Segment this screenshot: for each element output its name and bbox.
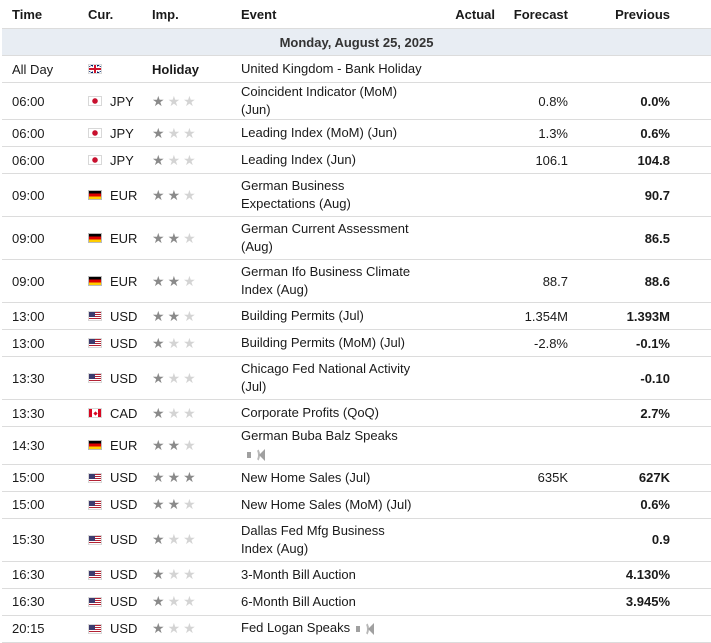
- star-filled-icon: ★: [152, 566, 165, 583]
- star-empty-icon: ★: [183, 229, 196, 246]
- speaker-icon: [356, 620, 374, 638]
- event-currency-cell: [88, 174, 152, 217]
- star-filled-icon: ★: [167, 229, 181, 246]
- importance-stars: [152, 231, 196, 245]
- currency-code: EUR: [110, 230, 138, 246]
- event-currency-cell: [88, 427, 152, 465]
- star-filled-icon: ★: [167, 496, 181, 513]
- event-previous: 0.6%: [569, 120, 711, 147]
- header-currency[interactable]: Cur.: [88, 0, 152, 29]
- event-forecast: [499, 427, 569, 465]
- event-name-cell[interactable]: [241, 561, 426, 588]
- header-actual[interactable]: Actual: [426, 0, 499, 29]
- event-forecast: [499, 174, 569, 217]
- currency-code: JPY: [110, 125, 134, 141]
- event-name[interactable]: Building Permits (MoM) (Jul): [241, 335, 405, 350]
- star-filled-icon: ★: [152, 620, 165, 637]
- importance-cell: [152, 303, 241, 330]
- importance-stars: [152, 594, 196, 608]
- importance-cell: [152, 120, 241, 147]
- event-time: 09:00: [2, 217, 88, 260]
- event-previous: 0.6%: [569, 491, 711, 518]
- event-row[interactable]: [2, 120, 711, 147]
- star-empty-icon: ★: [167, 593, 181, 610]
- speaker-icon: [247, 446, 265, 464]
- star-empty-icon: ★: [183, 151, 196, 168]
- importance-cell: [152, 83, 241, 120]
- importance-stars: [152, 532, 196, 546]
- event-name-cell[interactable]: [241, 400, 426, 427]
- header-previous[interactable]: Previous: [569, 0, 711, 29]
- currency-code: EUR: [110, 187, 138, 203]
- holiday-event[interactable]: United Kingdom - Bank Holiday: [241, 56, 711, 83]
- de-flag-icon: [88, 440, 102, 450]
- de-flag-icon: [88, 276, 102, 286]
- star-empty-icon: ★: [183, 92, 196, 109]
- importance-stars: [152, 309, 196, 323]
- star-filled-icon: ★: [167, 469, 181, 486]
- event-forecast: [499, 561, 569, 588]
- event-actual: [426, 357, 499, 400]
- event-actual: [426, 174, 499, 217]
- star-filled-icon: ★: [152, 369, 165, 386]
- event-row[interactable]: [2, 260, 711, 303]
- header-row: [2, 0, 711, 29]
- star-empty-icon: ★: [167, 124, 181, 141]
- holiday-label: Holiday: [152, 56, 241, 83]
- event-actual: [426, 561, 499, 588]
- star-filled-icon: ★: [152, 92, 165, 109]
- event-forecast: 88.7: [499, 260, 569, 303]
- currency-code: USD: [110, 532, 138, 548]
- event-actual: [426, 518, 499, 561]
- event-currency-cell: [88, 357, 152, 400]
- importance-cell: [152, 615, 241, 642]
- star-empty-icon: ★: [183, 272, 196, 289]
- event-row[interactable]: [2, 174, 711, 217]
- event-forecast: [499, 615, 569, 642]
- event-name[interactable]: Building Permits (Jul): [241, 308, 364, 323]
- jp-flag-icon: [88, 128, 102, 138]
- star-empty-icon: ★: [183, 496, 196, 513]
- event-currency-cell: [88, 260, 152, 303]
- event-actual: [426, 588, 499, 615]
- event-currency-cell: [88, 147, 152, 174]
- us-flag-icon: [88, 500, 102, 510]
- event-time: 15:00: [2, 491, 88, 518]
- event-previous: 1.393M: [569, 303, 711, 330]
- star-filled-icon: ★: [167, 272, 181, 289]
- jp-flag-icon: [88, 96, 102, 106]
- event-forecast: [499, 357, 569, 400]
- star-empty-icon: ★: [167, 620, 181, 637]
- event-name-cell[interactable]: [241, 491, 426, 518]
- event-row[interactable]: [2, 400, 711, 427]
- date-row: [2, 29, 711, 56]
- event-name[interactable]: Fed Logan Speaks: [241, 620, 351, 636]
- table-header: [2, 0, 711, 29]
- us-flag-icon: [88, 338, 102, 348]
- event-currency-cell: [88, 83, 152, 120]
- star-filled-icon: ★: [183, 469, 196, 486]
- event-time: 13:30: [2, 357, 88, 400]
- event-forecast: 1.3%: [499, 120, 569, 147]
- event-time: 13:00: [2, 303, 88, 330]
- event-row[interactable]: [2, 518, 711, 561]
- star-filled-icon: ★: [152, 307, 165, 324]
- event-row[interactable]: [2, 464, 711, 491]
- star-empty-icon: ★: [183, 531, 196, 548]
- event-time: 14:30: [2, 427, 88, 465]
- event-previous: 4.130%: [569, 561, 711, 588]
- event-previous: -0.1%: [569, 330, 711, 357]
- us-flag-icon: [88, 624, 102, 634]
- event-forecast: 1.354M: [499, 303, 569, 330]
- star-filled-icon: ★: [152, 334, 165, 351]
- star-empty-icon: ★: [183, 369, 196, 386]
- event-time: 06:00: [2, 83, 88, 120]
- event-previous: 2.7%: [569, 400, 711, 427]
- event-row[interactable]: [2, 491, 711, 518]
- event-name-cell[interactable]: [241, 518, 426, 561]
- event-previous: 3.945%: [569, 588, 711, 615]
- importance-cell: [152, 400, 241, 427]
- star-empty-icon: ★: [167, 334, 181, 351]
- event-currency-cell: [88, 518, 152, 561]
- event-forecast: [499, 491, 569, 518]
- star-empty-icon: ★: [167, 531, 181, 548]
- star-filled-icon: ★: [152, 404, 165, 421]
- event-previous: [569, 615, 711, 642]
- importance-cell: [152, 561, 241, 588]
- event-previous: 627K: [569, 464, 711, 491]
- event-previous: 88.6: [569, 260, 711, 303]
- table-body: [2, 29, 711, 643]
- event-name[interactable]: German Ifo Business Climate Index (Aug): [241, 264, 411, 297]
- event-row[interactable]: [2, 83, 711, 120]
- event-currency-cell: [88, 217, 152, 260]
- currency-code: USD: [110, 370, 138, 386]
- event-name[interactable]: Chicago Fed National Activity (Jul): [241, 361, 411, 394]
- event-currency-cell: [88, 561, 152, 588]
- event-name-cell[interactable]: [241, 174, 426, 217]
- us-flag-icon: [88, 597, 102, 607]
- event-row[interactable]: [2, 561, 711, 588]
- importance-stars: [152, 126, 196, 140]
- event-name[interactable]: German Buba Balz Speaks: [241, 428, 398, 443]
- event-forecast: [499, 217, 569, 260]
- event-time: 20:15: [2, 615, 88, 642]
- event-currency-cell: [88, 303, 152, 330]
- event-row[interactable]: [2, 357, 711, 400]
- event-time: 16:30: [2, 561, 88, 588]
- de-flag-icon: [88, 190, 102, 200]
- currency-code: EUR: [110, 273, 138, 289]
- currency-code: USD: [110, 497, 138, 513]
- event-name[interactable]: Leading Index (MoM) (Jun): [241, 125, 398, 140]
- importance-cell: [152, 147, 241, 174]
- importance-cell: [152, 588, 241, 615]
- event-row[interactable]: [2, 427, 711, 465]
- event-forecast: 0.8%: [499, 83, 569, 120]
- event-previous: 86.5: [569, 217, 711, 260]
- event-previous: 0.0%: [569, 83, 711, 120]
- event-name[interactable]: Leading Index (Jun): [241, 152, 356, 167]
- event-name[interactable]: German Current Assessment (Aug): [241, 221, 409, 254]
- event-forecast: [499, 518, 569, 561]
- event-forecast: -2.8%: [499, 330, 569, 357]
- event-previous: [569, 427, 711, 465]
- event-actual: [426, 400, 499, 427]
- importance-stars: [152, 497, 196, 511]
- event-row[interactable]: [2, 615, 711, 642]
- holiday-currency-cell: [88, 56, 152, 83]
- event-forecast: [499, 588, 569, 615]
- event-time: 15:30: [2, 518, 88, 561]
- event-name-cell[interactable]: [241, 260, 426, 303]
- importance-cell: [152, 217, 241, 260]
- event-name[interactable]: 6-Month Bill Auction: [241, 593, 356, 609]
- event-actual: [426, 147, 499, 174]
- jp-flag-icon: [88, 155, 102, 165]
- event-forecast: 635K: [499, 464, 569, 491]
- event-row[interactable]: [2, 147, 711, 174]
- event-row[interactable]: [2, 303, 711, 330]
- star-filled-icon: ★: [167, 307, 181, 324]
- event-previous: -0.10: [569, 357, 711, 400]
- star-empty-icon: ★: [183, 404, 196, 421]
- star-empty-icon: ★: [183, 620, 196, 637]
- currency-code: USD: [110, 308, 138, 324]
- event-currency-cell: [88, 330, 152, 357]
- event-currency-cell: [88, 491, 152, 518]
- star-empty-icon: ★: [183, 593, 196, 610]
- importance-cell: [152, 491, 241, 518]
- star-filled-icon: ★: [152, 593, 165, 610]
- importance-cell: [152, 518, 241, 561]
- event-name[interactable]: New Home Sales (MoM) (Jul): [241, 496, 412, 512]
- event-forecast: [499, 400, 569, 427]
- event-time: 09:00: [2, 174, 88, 217]
- importance-cell: [152, 260, 241, 303]
- currency-code: JPY: [110, 152, 134, 168]
- star-filled-icon: ★: [152, 124, 165, 141]
- currency-code: EUR: [110, 437, 138, 453]
- event-previous: 104.8: [569, 147, 711, 174]
- event-time: 13:30: [2, 400, 88, 427]
- importance-stars: [152, 153, 196, 167]
- star-filled-icon: ★: [152, 186, 165, 203]
- star-empty-icon: ★: [183, 307, 196, 324]
- importance-stars: [152, 336, 196, 350]
- event-name[interactable]: New Home Sales (Jul): [241, 469, 371, 485]
- star-filled-icon: ★: [152, 436, 165, 453]
- event-actual: [426, 491, 499, 518]
- star-empty-icon: ★: [183, 436, 196, 453]
- event-time: 06:00: [2, 120, 88, 147]
- event-name[interactable]: Corporate Profits (QoQ): [241, 405, 379, 420]
- uk-flag-icon: [88, 64, 102, 74]
- event-name-cell[interactable]: [241, 217, 426, 260]
- star-empty-icon: ★: [183, 186, 196, 203]
- event-actual: [426, 427, 499, 465]
- us-flag-icon: [88, 535, 102, 545]
- event-time: 16:30: [2, 588, 88, 615]
- event-actual: [426, 615, 499, 642]
- event-row[interactable]: [2, 588, 711, 615]
- holiday-row[interactable]: [2, 56, 711, 83]
- importance-cell: [152, 357, 241, 400]
- star-filled-icon: ★: [152, 496, 165, 513]
- event-forecast: 106.1: [499, 147, 569, 174]
- event-name-cell[interactable]: [241, 588, 426, 615]
- event-time: 06:00: [2, 147, 88, 174]
- star-empty-icon: ★: [183, 334, 196, 351]
- star-empty-icon: ★: [167, 92, 181, 109]
- event-name[interactable]: German Business Expectations (Aug): [241, 178, 351, 211]
- currency-code: USD: [110, 335, 138, 351]
- star-empty-icon: ★: [183, 566, 196, 583]
- event-name-cell[interactable]: [241, 83, 426, 120]
- event-name[interactable]: Coincident Indicator (MoM) (Jun): [241, 84, 398, 117]
- star-filled-icon: ★: [152, 151, 165, 168]
- importance-stars: [152, 438, 196, 452]
- event-actual: [426, 217, 499, 260]
- event-name-cell[interactable]: [241, 330, 426, 357]
- event-name-cell[interactable]: [241, 464, 426, 491]
- importance-stars: [152, 470, 196, 484]
- date-label: Monday, August 25, 2025: [2, 29, 711, 56]
- ca-flag-icon: [88, 408, 102, 418]
- currency-code: USD: [110, 470, 138, 486]
- event-currency-cell: [88, 615, 152, 642]
- header-importance[interactable]: Imp.: [152, 0, 241, 29]
- event-time: 15:00: [2, 464, 88, 491]
- event-name-cell[interactable]: [241, 120, 426, 147]
- star-empty-icon: ★: [167, 404, 181, 421]
- event-previous: 0.9: [569, 518, 711, 561]
- star-filled-icon: ★: [167, 186, 181, 203]
- star-filled-icon: ★: [152, 531, 165, 548]
- us-flag-icon: [88, 473, 102, 483]
- economic-calendar-table: [2, 0, 711, 643]
- holiday-time: All Day: [2, 56, 88, 83]
- header-event[interactable]: Event: [241, 0, 426, 29]
- event-currency-cell: [88, 400, 152, 427]
- event-name-cell[interactable]: [241, 357, 426, 400]
- star-filled-icon: ★: [152, 229, 165, 246]
- header-time[interactable]: Time: [2, 0, 88, 29]
- event-name[interactable]: 3-Month Bill Auction: [241, 566, 356, 582]
- importance-stars: [152, 371, 196, 385]
- star-filled-icon: ★: [167, 436, 181, 453]
- event-name-cell[interactable]: [241, 615, 426, 642]
- event-name-cell[interactable]: [241, 303, 426, 330]
- importance-cell: [152, 427, 241, 465]
- event-actual: [426, 303, 499, 330]
- importance-cell: [152, 174, 241, 217]
- event-actual: [426, 83, 499, 120]
- event-row[interactable]: [2, 217, 711, 260]
- currency-code: USD: [110, 567, 138, 583]
- event-time: 13:00: [2, 330, 88, 357]
- importance-stars: [152, 567, 196, 581]
- importance-cell: [152, 330, 241, 357]
- event-currency-cell: [88, 120, 152, 147]
- star-empty-icon: ★: [167, 151, 181, 168]
- event-previous: 90.7: [569, 174, 711, 217]
- star-filled-icon: ★: [152, 469, 165, 486]
- currency-code: USD: [110, 621, 138, 637]
- currency-code: CAD: [110, 405, 138, 421]
- event-time: 09:00: [2, 260, 88, 303]
- importance-stars: [152, 188, 196, 202]
- event-name[interactable]: Dallas Fed Mfg Business Index (Aug): [241, 522, 385, 556]
- event-name-cell[interactable]: [241, 147, 426, 174]
- event-actual: [426, 260, 499, 303]
- importance-stars: [152, 621, 196, 635]
- importance-cell: [152, 464, 241, 491]
- header-forecast[interactable]: Forecast: [499, 0, 569, 29]
- star-empty-icon: ★: [167, 566, 181, 583]
- event-name-cell[interactable]: [241, 427, 426, 465]
- currency-code: JPY: [110, 93, 134, 109]
- event-actual: [426, 120, 499, 147]
- de-flag-icon: [88, 233, 102, 243]
- currency-code: USD: [110, 594, 138, 610]
- event-row[interactable]: [2, 330, 711, 357]
- star-empty-icon: ★: [183, 124, 196, 141]
- us-flag-icon: [88, 570, 102, 580]
- event-currency-cell: [88, 588, 152, 615]
- importance-stars: [152, 94, 196, 108]
- star-empty-icon: ★: [167, 369, 181, 386]
- importance-stars: [152, 274, 196, 288]
- event-actual: [426, 330, 499, 357]
- us-flag-icon: [88, 311, 102, 321]
- event-currency-cell: [88, 464, 152, 491]
- us-flag-icon: [88, 373, 102, 383]
- event-actual: [426, 464, 499, 491]
- importance-stars: [152, 406, 196, 420]
- star-filled-icon: ★: [152, 272, 165, 289]
